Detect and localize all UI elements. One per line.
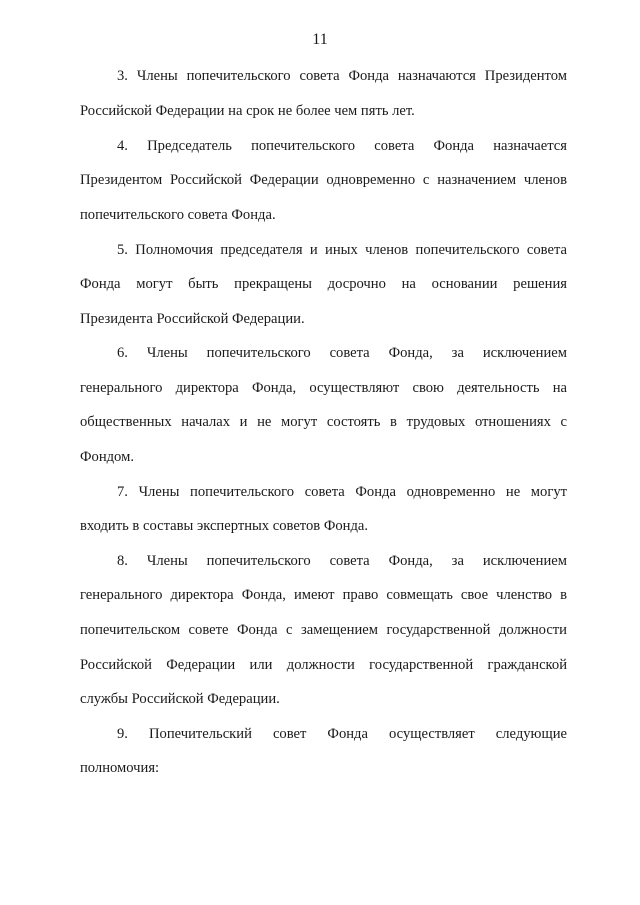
page-number: 11 (312, 31, 328, 48)
paragraph-9-line-1: 9. Попечительский совет Фонда осуществляет следующие (117, 726, 567, 742)
paragraph-4-line-3: попечительского совета Фонда. (80, 207, 276, 223)
paragraph-3-line-1: 3. Члены попечительского совета Фонда назначаются Президентом (117, 68, 567, 84)
paragraph-8-line-3: попечительском совете Фонда с замещением государственной должности (80, 622, 567, 638)
paragraph-3-line-2: Российской Федерации на срок не более чем пять лет. (80, 103, 415, 119)
paragraph-8-line-5: службы Российской Федерации. (80, 691, 280, 707)
paragraph-6-line-3: общественных началах и не могут состоять в трудовых отношениях с (80, 414, 567, 430)
paragraph-4-line-2: Президентом Российской Федерации одновременно с назначением членов (80, 172, 567, 188)
paragraph-7-line-2: входить в составы экспертных советов Фонда. (80, 518, 369, 534)
paragraph-5-line-2: Фонда могут быть прекращены досрочно на основании решения (80, 276, 567, 292)
paragraph-7-line-1: 7. Члены попечительского совета Фонда одновременно не могут (117, 484, 567, 500)
paragraph-6-line-1: 6. Члены попечительского совета Фонда, за исключением (117, 345, 567, 361)
paragraph-6-line-4: Фондом. (80, 449, 134, 465)
paragraph-6-line-2: генерального директора Фонда, осуществляют свою деятельность на (80, 380, 567, 396)
paragraph-8-line-4: Российской Федерации или должности государственной гражданской (80, 657, 567, 673)
paragraph-5-line-1: 5. Полномочия председателя и иных членов попечительского совета (117, 242, 567, 258)
paragraph-5-line-3: Президента Российской Федерации. (80, 311, 305, 327)
paragraph-8-line-2: генерального директора Фонда, имеют право совмещать свое членство в (80, 587, 567, 603)
paragraph-9-line-2: полномочия: (80, 760, 160, 776)
paragraph-4-line-1: 4. Председатель попечительского совета Фонда назначается (117, 138, 567, 154)
paragraph-8-line-1: 8. Члены попечительского совета Фонда, за исключением (117, 553, 567, 569)
